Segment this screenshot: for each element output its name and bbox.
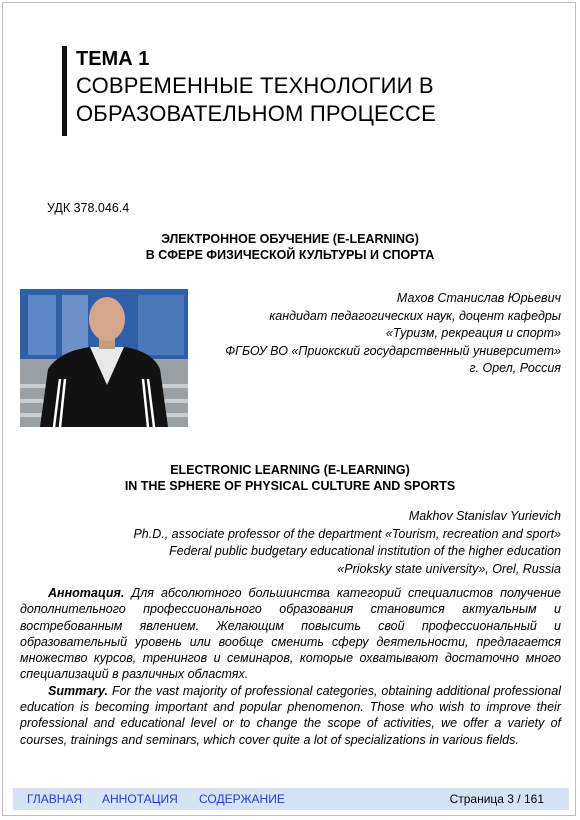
author-institution-ru: ФГБОУ ВО «Приокский государственный университет»	[225, 343, 561, 358]
author-degree-ru: кандидат педагогических наук, доцент кафедры	[269, 308, 561, 323]
article-title-en	[20, 462, 560, 494]
author-university-en: «Prioksky state university», Orel, Russia	[337, 561, 561, 576]
author-info-ru	[225, 290, 561, 378]
article-title-en-line-1: ELECTRONIC LEARNING (E-LEARNING)	[170, 463, 410, 477]
article-title-ru-line-2: В СФЕРЕ ФИЗИЧЕСКОЙ КУЛЬТУРЫ И СПОРТА	[145, 248, 435, 262]
topic-title-line-2: ОБРАЗОВАТЕЛЬНОМ ПРОЦЕССЕ	[76, 101, 436, 126]
author-name-ru: Махов Станислав Юрьевич	[396, 291, 561, 305]
topic-title-line-1: СОВРЕМЕННЫЕ ТЕХНОЛОГИИ В	[76, 73, 434, 98]
abstract-en-label: Summary.	[48, 683, 108, 698]
abstract-ru-label: Аннотация.	[48, 586, 125, 600]
abstract-ru-text: Для абсолютного большинства категорий специалистов получение дополнительного профессионального образования становится актуальным и востребованным явлением. Желающим повысить свой профессиональный и образовательный уровень или вообще сменить сферу деятельности, предлагается множество курсов, тренингов и семинаров, которые охватывают достаточно много специализаций в различных областях.	[20, 586, 561, 682]
topic-header	[62, 46, 546, 136]
author-name-en: Makhov Stanislav Yurievich	[408, 509, 561, 523]
article-title-ru	[20, 231, 560, 263]
nav-annotation-link[interactable]: АННОТАЦИЯ	[102, 792, 178, 806]
author-department-ru: «Туризм, рекреация и спорт»	[385, 326, 561, 340]
footer-nav-bar	[13, 788, 569, 810]
author-institution-en: Federal public budgetary educational institution of the higher education	[169, 544, 561, 558]
article-title-ru-line-1: ЭЛЕКТРОННОЕ ОБУЧЕНИЕ (E-LEARNING)	[161, 232, 419, 246]
author-info-en	[133, 508, 561, 578]
abstract-en	[20, 683, 561, 748]
author-photo	[20, 289, 188, 427]
author-degree-en: Ph.D., associate professor of the department «Tourism, recreation and sport»	[133, 526, 561, 541]
article-title-en-line-2: IN THE SPHERE OF PHYSICAL CULTURE AND SPORTS	[124, 479, 456, 493]
udk-code: УДК 378.046.4	[47, 201, 130, 215]
abstract	[20, 585, 561, 748]
page-indicator: Страница 3 / 161	[449, 792, 544, 806]
abstract-ru	[20, 585, 561, 683]
abstract-en-text: For the vast majority of professional categories, obtaining additional professional education is becoming important and popular phenomenon. Those who wish to improve their professional and educational level or to change the scope of activities, we offer a variety of courses, trainings and seminars, which cover quite a lot of specializations in various fields.	[20, 683, 561, 747]
nav-home-link[interactable]: ГЛАВНАЯ	[27, 792, 83, 806]
author-city-ru: г. Орел, Россия	[469, 361, 561, 375]
topic-number: ТЕМА 1	[76, 48, 150, 70]
nav-contents-link[interactable]: СОДЕРЖАНИЕ	[199, 792, 285, 806]
